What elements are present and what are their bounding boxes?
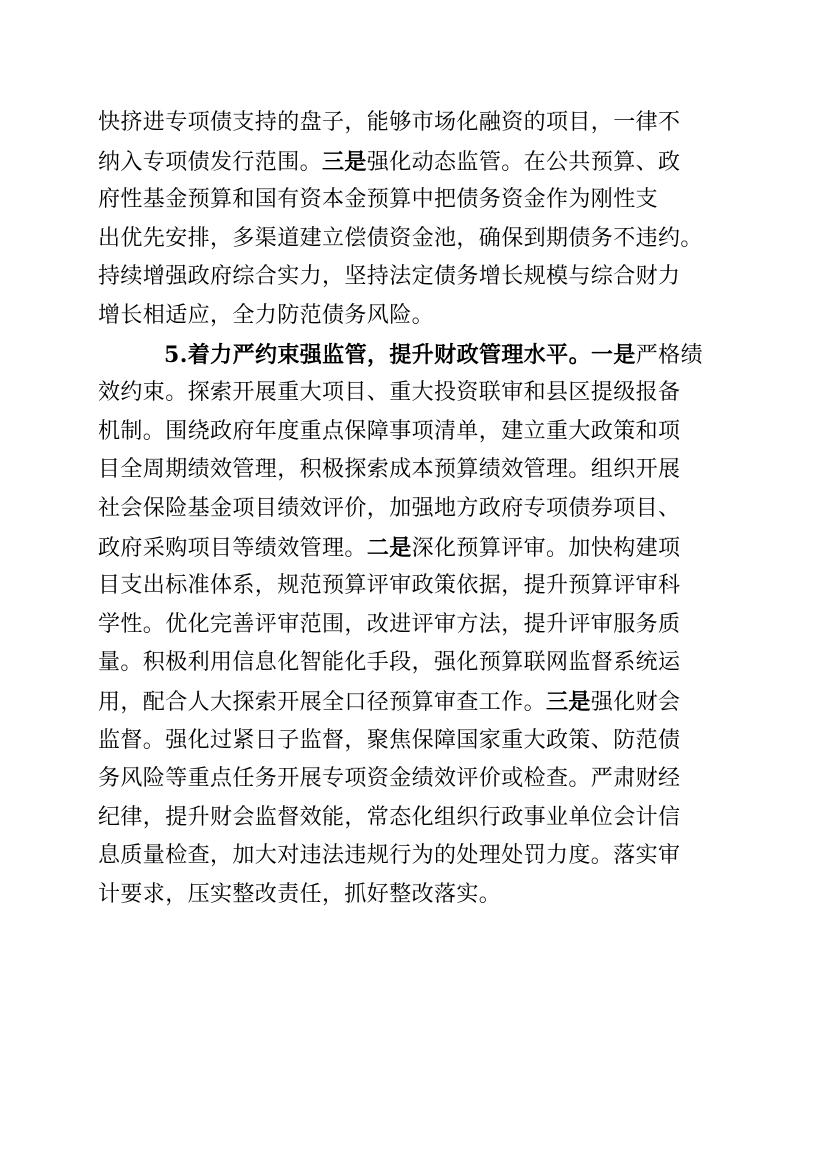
text-segment: 效约束。探索开展重大项目、重大投资联审和县区提级报备 xyxy=(98,380,681,406)
text-line xyxy=(98,606,738,645)
text-line xyxy=(98,413,738,452)
text-line xyxy=(98,683,738,722)
text-line xyxy=(98,490,738,529)
text-segment: 强化动态监管。在公共预算、政 xyxy=(366,149,681,175)
text-segment: 用，配合人大探索开展全口径预算审查工作。 xyxy=(98,689,547,715)
bold-text-segment: 5.着力严约束强监管，提升财政管理水平。 xyxy=(164,341,591,368)
text-segment: 量。积极利用信息化智能化手段，强化预算联网监督系统运 xyxy=(98,650,681,676)
text-segment: 监督。强化过紧日子监督，聚焦保障国家重大政策、防范债 xyxy=(98,727,681,753)
text-segment: 学性。优化完善评审范围，改进评审方法，提升评审服务质 xyxy=(98,611,681,637)
text-segment: 府性基金预算和国有资本金预算中把债务资金作为刚性支 xyxy=(98,187,659,213)
text-line xyxy=(98,374,738,413)
text-segment: 持续增强政府综合实力，坚持法定债务增长规模与综合财力 xyxy=(98,264,681,290)
text-segment: 机制。围绕政府年度重点保障事项清单，建立重大政策和项 xyxy=(98,418,681,444)
text-line xyxy=(98,181,738,220)
document-body xyxy=(98,104,738,914)
text-line xyxy=(98,529,738,568)
text-segment: 严格绩 xyxy=(635,342,703,368)
text-line xyxy=(98,799,738,838)
text-segment: 政府采购项目等绩效管理。 xyxy=(98,535,367,561)
text-segment: 纪律，提升财会监督效能，常态化组织行政事业单位会计信 xyxy=(98,804,681,830)
bold-text-segment: 三是 xyxy=(546,688,591,715)
text-line xyxy=(98,451,738,490)
text-segment: 社会保险基金项目绩效评价，加强地方政府专项债券项目、 xyxy=(98,495,681,521)
text-segment: 计要求，压实整改责任，抓好整改落实。 xyxy=(98,881,502,907)
bold-text-segment: 一是 xyxy=(590,341,636,368)
text-line xyxy=(98,297,738,336)
text-line xyxy=(98,876,738,915)
text-line xyxy=(98,644,738,683)
text-segment: 增长相适应，全力防范债务风险。 xyxy=(98,302,435,328)
text-line xyxy=(98,722,738,761)
text-line xyxy=(98,760,738,799)
text-line xyxy=(98,567,738,606)
text-segment: 强化财会 xyxy=(590,689,681,715)
text-segment: 出优先安排，多渠道建立偿债资金池，确保到期债务不违约。 xyxy=(98,225,703,251)
text-line xyxy=(98,104,738,143)
text-segment: 深化预算评审。加快构建项 xyxy=(411,535,681,561)
text-line xyxy=(98,143,738,182)
text-segment: 目全周期绩效管理，积极探索成本预算绩效管理。组织开展 xyxy=(98,457,681,483)
text-segment: 目支出标准体系，规范预算评审政策依据，提升预算评审科 xyxy=(98,573,681,599)
text-segment: 息质量检查，加大对违法违规行为的处理处罚力度。落实审 xyxy=(98,843,681,869)
text-segment: 快挤进专项债支持的盘子，能够市场化融资的项目，一律不 xyxy=(98,110,681,135)
text-line xyxy=(98,336,738,375)
text-segment: 务风险等重点任务开展专项资金绩效评价或检查。严肃财经 xyxy=(98,766,681,792)
text-line xyxy=(98,837,738,876)
text-line xyxy=(98,220,738,259)
text-line xyxy=(98,258,738,297)
text-segment: 纳入专项债发行范围。 xyxy=(98,149,323,175)
bold-text-segment: 三是 xyxy=(322,148,367,175)
bold-text-segment: 二是 xyxy=(366,534,412,561)
